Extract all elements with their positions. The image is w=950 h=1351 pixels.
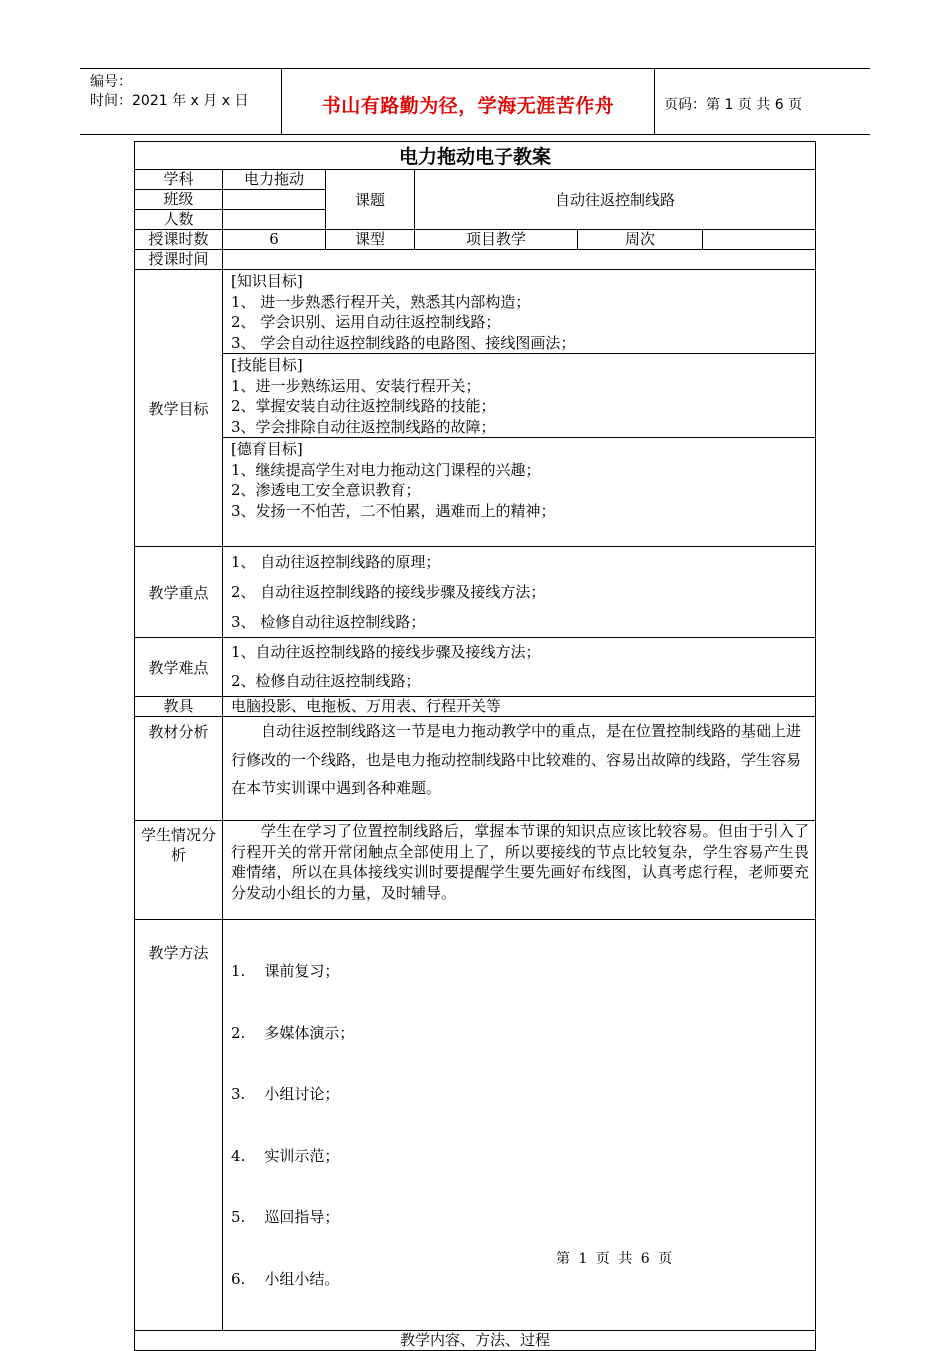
list-item: 1、 进一步熟悉行程开关，熟悉其内部构造；: [231, 292, 531, 311]
time-label: 时间：2021 年 x 月 x 日: [90, 93, 249, 109]
content-heading: 教学内容、方法、过程: [135, 1331, 816, 1351]
people-value: [223, 210, 326, 230]
list-item: 1. 课前复习；: [231, 962, 340, 980]
list-item: 4. 实训示范；: [231, 1146, 340, 1165]
week-value: [703, 230, 816, 250]
list-item: 3. 小组讨论；: [231, 1085, 340, 1103]
topic-value: 自动往返控制线路: [415, 170, 816, 230]
list-item: 6. 小组小结。: [231, 1269, 340, 1288]
list-item: 1、自动往返控制线路的接线步骤及接线方法；: [231, 643, 541, 661]
class-value: [223, 190, 326, 210]
header-page-number: 页码：第 1 页 共 6 页: [664, 97, 803, 113]
material-label: 教材分析: [135, 717, 223, 821]
week-label: 周次: [578, 230, 703, 250]
list-item: 2、渗透电工安全意识教育；: [231, 481, 421, 499]
material-analysis: 自动往返控制线路这一节是电力拖动教学中的重点，是在位置控制线路的基础上进行修改的一个线路，也是电力拖动控制线路中比较难的、容易出故障的线路，学生容易在本节实训课中遇到各种难题。: [223, 717, 816, 821]
document-title: 电力拖动电子教案: [135, 142, 816, 170]
tools-value: 电脑投影、电拖板、万用表、行程开关等: [223, 697, 816, 717]
list-item: 3、 学会自动往返控制线路的电路图、接线图画法；: [231, 333, 576, 352]
moral-objectives: [223, 438, 816, 547]
header-divider: [654, 69, 655, 134]
title-row: [135, 142, 816, 170]
list-item: 2. 多媒体演示；: [231, 1023, 355, 1042]
student-analysis: 学生在学习了位置控制线路后，掌握本节课的知识点应该比较容易。但由于引入了行程开关的常开常闭触点全部使用上了，所以要接线的节点比较复杂，学生容易产生畏难情绪，所以在具体接线实训时要提醒学生要先画好布线图，认真考虑行程，老师要充分发动小组长的力量，及时辅导。: [223, 821, 816, 920]
student-row: [135, 821, 816, 920]
skill-objective-row: [135, 354, 816, 438]
list-item: 2、 学会识别、运用自动往返控制线路；: [231, 313, 501, 331]
list-item: 3、学会排除自动往返控制线路的故障；: [231, 417, 496, 436]
student-label: 学生情况分析: [135, 821, 223, 920]
knowledge-heading: [知识目标]: [231, 272, 303, 290]
methods-label: 教学方法: [135, 920, 223, 1331]
page-footer: 第 1 页 共 6 页: [556, 1251, 673, 1267]
list-item: 3、发扬一不怕苦，二不怕累，遇难而上的精神；: [231, 501, 556, 520]
tools-row: [135, 697, 816, 717]
page-header: [80, 68, 870, 135]
methods: [223, 920, 816, 1331]
list-item: 2、掌握安装自动往返控制线路的技能；: [231, 397, 496, 415]
lesson-plan-table: [134, 141, 816, 1351]
methods-row: [135, 920, 816, 1331]
type-value: 项目教学: [415, 230, 578, 250]
knowledge-objectives: [223, 270, 816, 354]
teach-time-row: [135, 250, 816, 270]
content-row: [135, 1331, 816, 1351]
list-item: 1、继续提高学生对电力拖动这门课程的兴趣；: [231, 460, 541, 479]
people-label: 人数: [135, 210, 223, 230]
difficulties-row: [135, 638, 816, 697]
list-item: 2、检修自动往返控制线路；: [231, 672, 421, 690]
subject-label: 学科: [135, 170, 223, 190]
type-label: 课型: [326, 230, 415, 250]
moral-objective-row: [135, 438, 816, 547]
tools-label: 教具: [135, 697, 223, 717]
number-label: 编号：: [90, 74, 132, 90]
subject-row: [135, 170, 816, 190]
list-item: 3、 检修自动往返控制线路；: [231, 613, 426, 631]
header-motto: 书山有路勤为径，学海无涯苦作舟: [321, 95, 615, 117]
material-row: [135, 717, 816, 821]
moral-heading: [德育目标]: [231, 440, 303, 458]
topic-label: 课题: [326, 170, 415, 230]
difficulties-label: 教学难点: [135, 638, 223, 697]
key-points-label: 教学重点: [135, 547, 223, 638]
header-meta: [90, 73, 248, 111]
key-points: [223, 547, 816, 638]
list-item: 5. 巡回指导；: [231, 1208, 340, 1226]
list-item: 1、 自动往返控制线路的原理；: [231, 553, 441, 571]
teach-time-label: 授课时间: [135, 250, 223, 270]
difficulties: [223, 638, 816, 697]
knowledge-objective-row: [135, 270, 816, 354]
teach-time-value: [223, 250, 816, 270]
skill-heading: [技能目标]: [231, 356, 303, 374]
hours-row: [135, 230, 816, 250]
objectives-label: 教学目标: [135, 270, 223, 547]
list-item: 1、进一步熟练运用、安装行程开关；: [231, 376, 481, 395]
skill-objectives: [223, 354, 816, 438]
key-points-row: [135, 547, 816, 638]
hours-label: 授课时数: [135, 230, 223, 250]
hours-value: 6: [223, 230, 326, 250]
subject-value: 电力拖动: [223, 170, 326, 190]
list-item: 2、 自动往返控制线路的接线步骤及接线方法；: [231, 583, 546, 601]
class-label: 班级: [135, 190, 223, 210]
